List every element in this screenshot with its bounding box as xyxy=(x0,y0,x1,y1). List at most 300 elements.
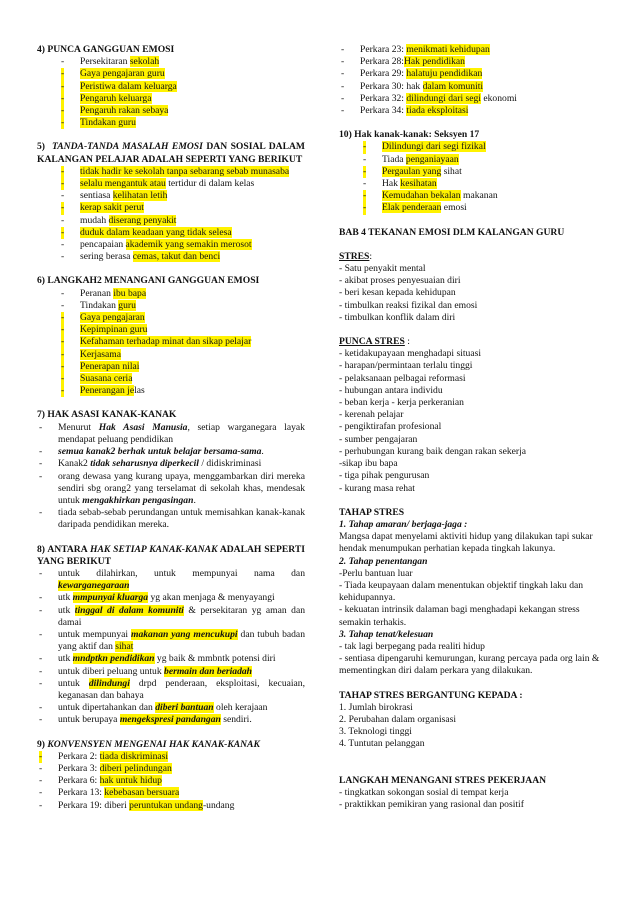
section-5-heading-italic: TANDA-TANDA MASALAH EMOSI xyxy=(51,141,203,153)
text-run: Perkara 30: hak xyxy=(360,80,423,92)
stres-heading xyxy=(339,251,601,263)
list-item xyxy=(339,202,601,214)
text-run: makanan xyxy=(460,190,498,202)
list-item-text xyxy=(80,178,254,189)
text-run: utk xyxy=(58,592,73,604)
list-item xyxy=(37,751,305,763)
text-run: Hak Asasi Manusia xyxy=(98,421,188,433)
tahap-subheading: 1. Tahap amaran/ berjaga-jaga : xyxy=(339,518,468,530)
text-run: peruntukan undang xyxy=(129,799,203,811)
list-item xyxy=(37,787,305,799)
bullet-dash: - xyxy=(39,458,43,470)
list-item xyxy=(37,385,305,397)
list-item xyxy=(37,653,305,665)
text-run: tiada diskriminasi xyxy=(99,750,169,762)
section-4-list xyxy=(37,56,305,129)
text-run: Peranan xyxy=(80,287,114,299)
list-item-text xyxy=(80,373,132,384)
text-run: dilindungi dari segi xyxy=(406,92,481,104)
text-line: - tiga pihak pengurusan xyxy=(339,470,430,482)
list-item xyxy=(37,227,305,239)
section-7-heading: 7) HAK ASASI KANAK-KANAK xyxy=(37,409,177,421)
list-item xyxy=(37,422,305,446)
text-run: pencapaian xyxy=(80,239,126,251)
text-run: bermain dan beriadah xyxy=(164,665,253,677)
text-run: diserang penyakit xyxy=(108,214,177,226)
list-item-text xyxy=(58,605,305,628)
list-item xyxy=(339,81,601,93)
right-column xyxy=(339,44,601,811)
text-run: dalam komuniti xyxy=(422,80,484,92)
bullet-dash: - xyxy=(61,56,65,68)
text-line: - praktikkan pemikiran yang rasional dan positif xyxy=(339,798,524,810)
text-run: untuk mempunyai xyxy=(58,628,131,640)
text-run: Kemudahan bekalan xyxy=(382,190,461,202)
text-run: las xyxy=(134,385,145,397)
punca-stres-heading-label: PUNCA STRES xyxy=(339,336,405,348)
list-item xyxy=(37,629,305,653)
text-run: Menurut xyxy=(58,421,99,433)
text-line: - kurang masa rehat xyxy=(339,482,415,494)
text-line: - harapan/permintaan terlalu tinggi xyxy=(339,360,473,372)
text-line: - ketidakupayaan menghadapi situasi xyxy=(339,348,481,360)
list-item-text xyxy=(360,93,517,104)
text-run: Perkara 6: xyxy=(58,775,100,787)
bab4-heading: BAB 4 TEKANAN EMOSI DLM KALANGAN GURU xyxy=(339,226,565,238)
section-8-heading xyxy=(37,544,305,568)
text-line: 1. Jumlah birokrasi xyxy=(339,701,413,713)
text-line: - tak lagi berpegang pada realiti hidup xyxy=(339,640,485,652)
text-run: cemas, takut dan benci xyxy=(132,251,221,263)
list-item-text xyxy=(58,629,305,652)
punca-stres-heading xyxy=(339,336,601,348)
text-line: -Perlu bantuan luar xyxy=(339,567,413,579)
list-item xyxy=(37,190,305,202)
list-item xyxy=(37,178,305,190)
tahap-bergantung-heading: TAHAP STRES BERGANTUNG KEPADA : xyxy=(339,689,523,701)
list-item xyxy=(339,190,601,202)
text-run: kerap sakit perut xyxy=(80,202,144,214)
list-item xyxy=(37,568,305,592)
list-item-text xyxy=(58,678,305,701)
list-item-text xyxy=(360,81,483,92)
text-run: untuk xyxy=(58,677,89,689)
list-item-text xyxy=(360,105,468,116)
text-run: ekonomi xyxy=(480,92,517,104)
text-line: - perhubungan kurang baik dengan rakan sekerja xyxy=(339,445,527,457)
bullet-dash: - xyxy=(61,226,65,238)
list-item xyxy=(37,68,305,80)
text-run: Perkara 19: diberi xyxy=(58,799,130,811)
list-item-text xyxy=(382,154,459,165)
list-item xyxy=(37,373,305,385)
bullet-dash: - xyxy=(61,105,65,117)
text-run: Elak penderaan xyxy=(382,202,442,214)
text-run: duduk dalam keadaan yang tidak selesa xyxy=(80,226,232,238)
bullet-dash: - xyxy=(39,446,43,458)
text-run: tidak hadir ke sekolah tanpa sebarang sebab munasaba xyxy=(80,165,290,177)
list-item xyxy=(339,105,601,117)
list-item xyxy=(37,336,305,348)
section-6-heading: 6) LANGKAH2 MENANGANI GANGGUAN EMOSI xyxy=(37,275,260,287)
text-run: sihat xyxy=(115,641,134,653)
list-item xyxy=(339,166,601,178)
text-run: 8) ANTARA xyxy=(37,543,90,555)
list-item xyxy=(37,763,305,775)
text-run: mndptkn pendidikan xyxy=(72,653,155,665)
text-run: sekolah xyxy=(129,56,160,68)
text-run: Gaya pengajaran guru xyxy=(80,68,165,80)
text-line: - kerenah pelajar xyxy=(339,409,404,421)
list-item-text xyxy=(58,666,252,677)
punca-stres-colon: : xyxy=(404,336,410,348)
langkah-stres-lines xyxy=(339,787,601,811)
text-run: selalu mengantuk atau xyxy=(80,178,166,190)
list-item-text xyxy=(80,239,252,250)
text-run: ibu bapa xyxy=(113,287,147,299)
list-item xyxy=(37,592,305,604)
text-run: guru xyxy=(118,299,136,311)
bullet-dash: - xyxy=(341,56,345,68)
list-item xyxy=(37,605,305,629)
list-item-text xyxy=(80,93,152,104)
list-item xyxy=(37,775,305,787)
text-line: - pelaksanaan pelbagai reformasi xyxy=(339,372,466,384)
bullet-dash: - xyxy=(341,80,345,92)
list-item-text xyxy=(80,361,139,372)
bullet-dash: - xyxy=(39,470,43,482)
list-item-text xyxy=(58,702,267,713)
tahap-stres-blocks xyxy=(339,519,601,678)
list-item-text xyxy=(80,105,168,116)
bullet-dash: - xyxy=(61,348,65,360)
text-line: - timbulkan konflik dalam diri xyxy=(339,311,456,323)
list-item-text xyxy=(382,178,437,189)
text-run: untuk berupaya xyxy=(58,714,120,726)
tahap-stres-heading: TAHAP STRES xyxy=(339,506,405,518)
bullet-dash: - xyxy=(61,336,65,348)
section-5-list xyxy=(37,166,305,264)
text-run: halatuju pendidikan xyxy=(406,68,483,80)
bullet-dash: - xyxy=(363,141,367,153)
bullet-dash: - xyxy=(61,385,65,397)
text-run: HAK SETIAP KANAK-KANAK xyxy=(90,543,218,555)
text-run: Perkara 3: xyxy=(58,762,100,774)
list-item xyxy=(37,300,305,312)
text-run: dan tubuh badan yang aktif dan xyxy=(58,628,305,653)
text-line: - pengiktirafan profesional xyxy=(339,421,442,433)
bullet-dash: - xyxy=(363,153,367,165)
text-line: 4. Tuntutan pelanggan xyxy=(339,738,425,750)
text-run: Perkara 2: xyxy=(58,750,100,762)
bullet-dash: - xyxy=(341,44,345,55)
list-item xyxy=(37,446,305,458)
section-5-num: 5) xyxy=(37,141,52,153)
list-item xyxy=(339,68,601,80)
text-run: Pengaruh keluarga xyxy=(80,92,152,104)
list-item xyxy=(37,666,305,678)
list-item xyxy=(37,471,305,508)
bullet-dash: - xyxy=(61,239,65,251)
list-item-text xyxy=(360,68,482,79)
text-run: Pergaulan yang xyxy=(382,165,442,177)
text-run: Dilindungi dari segi fizikal xyxy=(382,141,486,153)
text-run: 9) xyxy=(37,738,48,750)
list-item-text xyxy=(58,446,264,457)
list-item xyxy=(37,702,305,714)
bullet-dash: - xyxy=(39,775,43,787)
bullet-dash: - xyxy=(61,324,65,336)
text-run: kebebasan bersuara xyxy=(104,787,180,799)
section-8-list xyxy=(37,568,305,727)
list-item-text xyxy=(58,507,305,530)
section-10-heading: 10) Hak kanak-kanak: Seksyen 17 xyxy=(339,129,480,141)
text-run: oleh kerajaan xyxy=(213,702,268,714)
text-run: Tiada xyxy=(382,153,406,165)
list-item xyxy=(339,93,601,105)
text-run: mmpunyai kluarga xyxy=(72,592,149,604)
text-line: -sikap ibu bapa xyxy=(339,458,398,470)
bullet-dash: - xyxy=(61,214,65,226)
list-item-text xyxy=(58,653,276,664)
text-run: Tindakan guru xyxy=(80,117,136,129)
text-run: utk xyxy=(58,604,75,616)
list-item xyxy=(37,202,305,214)
list-item-text xyxy=(80,336,251,347)
stres-colon: : xyxy=(369,250,373,262)
text-run: Pengaruh rakan sebaya xyxy=(80,105,169,117)
text-run: Penerapan nilai xyxy=(80,360,140,372)
text-run: mudah xyxy=(80,214,109,226)
text-run: , setiap warganegara layak mendapat peluang pendidikan xyxy=(58,421,305,445)
list-item-text xyxy=(80,385,145,396)
list-item-text xyxy=(58,458,261,469)
text-run: / didiskriminasi xyxy=(198,458,262,470)
section-5-heading xyxy=(37,141,305,165)
list-item-text xyxy=(382,141,486,152)
text-run: menikmati kehidupan xyxy=(406,44,490,55)
list-item-text xyxy=(58,471,305,506)
text-run: diberi bantuan xyxy=(155,702,214,714)
text-run: kesihatan xyxy=(400,178,437,190)
stres-lines xyxy=(339,263,601,324)
text-run: untuk dilahirkan, untuk mempunyai nama dan xyxy=(58,567,305,579)
list-item-text xyxy=(80,251,220,262)
list-item-text xyxy=(80,227,232,238)
bullet-dash: - xyxy=(61,202,65,214)
text-run: Hak xyxy=(382,178,401,190)
text-run: Tindakan xyxy=(80,299,119,311)
list-item xyxy=(37,117,305,129)
bullet-dash: - xyxy=(61,251,65,263)
bullet-dash: - xyxy=(61,190,65,202)
text-run: utk xyxy=(58,653,73,665)
list-item-text xyxy=(382,190,498,201)
list-item xyxy=(339,56,601,68)
text-run: Perkara 13: xyxy=(58,787,105,799)
list-item xyxy=(339,154,601,166)
text-line: 3. Teknologi tinggi xyxy=(339,726,412,738)
text-line: - kekuatan intrinsik dalaman bagi menghadapi kekangan stress semakin terhakis. xyxy=(339,604,580,628)
list-item xyxy=(37,361,305,373)
list-item xyxy=(37,251,305,263)
bullet-dash: - xyxy=(61,312,65,324)
list-item-text xyxy=(80,117,136,128)
text-run: Perkara 34: xyxy=(360,105,407,117)
text-run: tinggal di dalam komuniti xyxy=(74,604,184,616)
list-item-text xyxy=(80,81,177,92)
text-line: - sumber pengajaran xyxy=(339,433,418,445)
text-run: untuk dipertahankan dan xyxy=(58,702,156,714)
list-item xyxy=(37,105,305,117)
list-item-text xyxy=(80,202,144,213)
bullet-dash: - xyxy=(61,68,65,80)
list-item-text xyxy=(360,44,490,55)
text-run: Perkara 29: xyxy=(360,68,407,80)
text-run: Kepimpinan guru xyxy=(80,324,148,336)
text-run: Kefahaman terhadap minat dan sikap pelajar xyxy=(80,336,252,348)
list-item-text xyxy=(80,288,146,299)
bullet-dash: - xyxy=(39,702,43,714)
bullet-dash: - xyxy=(61,80,65,92)
bullet-dash: - xyxy=(61,117,65,129)
text-run: tertidur di dalam kelas xyxy=(165,178,255,190)
list-item-text xyxy=(80,324,147,335)
list-item xyxy=(37,324,305,336)
text-line: - sentiasa dipengaruhi kemurungan, kurang percaya pada org lain & mementingkan diri dalam perkara yang dilakukan. xyxy=(339,653,600,677)
bullet-dash: - xyxy=(61,287,65,299)
text-line: - beban kerja - kerja perkeranian xyxy=(339,397,464,409)
bullet-dash: - xyxy=(341,105,345,117)
perkara-list-continued xyxy=(339,44,601,117)
text-run: kelihatan letih xyxy=(112,190,168,202)
list-item xyxy=(37,288,305,300)
list-item xyxy=(37,239,305,251)
tahap-subheading: 2. Tahap penentangan xyxy=(339,555,428,567)
text-run: . xyxy=(261,446,264,458)
bullet-dash: - xyxy=(61,373,65,385)
text-line: - akibat proses penyesuaian diri xyxy=(339,275,461,287)
punca-stres-lines xyxy=(339,348,601,494)
text-run: mengekspresi pandangan xyxy=(119,714,221,726)
list-item xyxy=(37,458,305,470)
text-run: Persekitaran xyxy=(80,56,130,68)
list-item xyxy=(37,507,305,531)
tahap-bergantung-lines xyxy=(339,702,601,751)
bullet-dash: - xyxy=(61,360,65,372)
text-run: Penerangan je xyxy=(80,385,135,397)
list-item xyxy=(339,178,601,190)
text-run: & persekitaran yg aman dan damai xyxy=(58,604,305,628)
text-run: untuk diberi peluang untuk xyxy=(58,665,165,677)
list-item-text xyxy=(58,763,172,774)
text-run: sering berasa xyxy=(80,251,133,263)
list-item-text xyxy=(58,800,234,811)
bullet-dash: - xyxy=(39,604,43,616)
text-line: - timbulkan reaksi fizikal dan emosi xyxy=(339,299,478,311)
bullet-dash: - xyxy=(341,92,345,104)
bullet-dash: - xyxy=(39,677,43,689)
text-run: tiada eksploitasi xyxy=(406,105,469,117)
text-run: sihat xyxy=(441,165,462,177)
bullet-dash: - xyxy=(363,190,367,202)
langkah-stres-heading: LANGKAH MENANGANI STRES PEKERJAAN xyxy=(339,774,547,786)
bullet-dash: - xyxy=(39,799,43,811)
text-run: tiada sebab-sebab perundangan untuk memisahkan kanak-kanak daripada pendidikan mereka. xyxy=(58,507,305,531)
text-run: semua kanak2 berhak untuk belajar bersama-sama xyxy=(58,446,262,458)
list-item-text xyxy=(80,56,159,67)
list-item xyxy=(37,215,305,227)
text-run: yg baik & mmbntk potensi diri xyxy=(154,653,276,665)
bullet-dash: - xyxy=(39,714,43,726)
list-item xyxy=(37,93,305,105)
text-run: sendiri. xyxy=(220,714,252,726)
list-item xyxy=(339,141,601,153)
list-item xyxy=(37,714,305,726)
section-10-list xyxy=(339,141,601,214)
text-run: orang dewasa yang kurang upaya, menggambarkan diri mereka sendiri sbg orang2 yang terselamat di sekolah khas, mendesak untuk xyxy=(58,470,305,506)
list-item-text xyxy=(58,775,162,786)
list-item xyxy=(37,678,305,702)
text-run: Peristiwa dalam keluarga xyxy=(80,80,177,92)
list-item-text xyxy=(58,568,305,591)
list-item-text xyxy=(80,166,289,177)
bullet-dash: - xyxy=(341,68,345,80)
text-run: hak untuk hidup xyxy=(99,775,162,787)
section-9-heading xyxy=(37,739,305,751)
text-run: dilindungi xyxy=(88,677,130,689)
text-line: Mangsa dapat menyelami aktiviti hidup yang dilakukan tapi sukar hendak menumpukan perhatian kepada tingkah lakunya. xyxy=(339,531,593,555)
list-item-text xyxy=(80,215,176,226)
text-run: Kerjasama xyxy=(80,348,122,360)
bullet-dash: - xyxy=(39,507,43,519)
text-line: - Satu penyakit mental xyxy=(339,263,426,275)
text-run: sentiasa xyxy=(80,190,113,202)
list-item xyxy=(37,166,305,178)
text-line: - beri kesan kepada kehidupan xyxy=(339,287,456,299)
list-item xyxy=(37,81,305,93)
text-line: - hubungan antara individu xyxy=(339,384,443,396)
bullet-dash: - xyxy=(61,178,65,190)
bullet-dash: - xyxy=(61,299,65,311)
text-run: KONVENSYEN MENGENAI HAK KANAK-KANAK xyxy=(47,738,260,750)
text-line: - Tiada keupayaan dalam menentukan objektif tingkah laku dan kehidupannya. xyxy=(339,579,584,604)
text-line: - tingkatkan sokongan sosial di tempat kerja xyxy=(339,786,509,798)
text-run: ADALAH SEPERTI YANG BERIKUT xyxy=(37,543,305,567)
text-run: kewarganegaraan xyxy=(58,580,130,592)
list-item xyxy=(37,56,305,68)
section-9-list xyxy=(37,751,305,812)
text-run: Perkara 23: xyxy=(360,44,407,55)
text-run: diberi pelindungan xyxy=(99,762,172,774)
section-6-list xyxy=(37,288,305,398)
list-item-text xyxy=(58,751,168,762)
list-item-text xyxy=(382,202,467,213)
list-item xyxy=(37,312,305,324)
bullet-dash: - xyxy=(39,762,43,774)
text-line: 2. Perubahan dalam organisasi xyxy=(339,713,457,725)
bullet-dash: - xyxy=(39,592,43,604)
bullet-dash: - xyxy=(61,165,65,177)
list-item-text xyxy=(360,56,465,67)
list-item-text xyxy=(80,312,145,323)
bullet-dash: - xyxy=(39,750,43,762)
bullet-dash: - xyxy=(61,92,65,104)
list-item-text xyxy=(58,787,179,798)
list-item xyxy=(37,349,305,361)
text-run: Perkara 28: xyxy=(360,56,404,68)
bullet-dash: - xyxy=(39,628,43,640)
